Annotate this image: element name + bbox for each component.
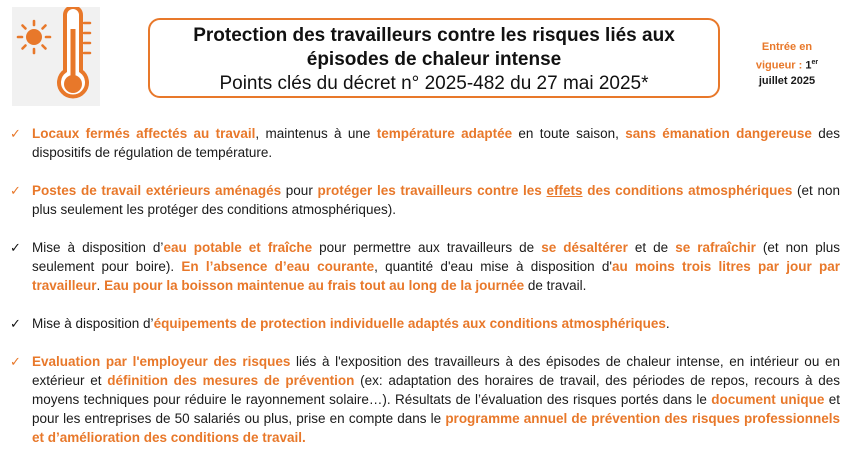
body-text: des dispositifs de régulation de température. [32, 126, 840, 160]
heat-illustration [12, 7, 100, 106]
effective-day: 1 [805, 59, 812, 72]
heat-illustration-svg [12, 7, 100, 106]
body-text: (et non plus seulement les protéger des conditions atmosphériques). [32, 183, 840, 217]
effective-label-3: juillet 2025 [758, 74, 816, 87]
highlight-text: sans émanation dangereuse [625, 126, 812, 141]
highlight-text: effets [546, 183, 583, 198]
effective-date [742, 40, 832, 89]
body-text: pour [281, 183, 318, 198]
effective-label-1: Entrée en [761, 41, 813, 53]
body-text: Mise à disposition d’ [32, 316, 154, 331]
highlight-text: Eau pour la boisson maintenue au frais tout au long de la journée [104, 278, 525, 293]
effective-label-2a: vigueur : [755, 59, 803, 72]
highlight-text: Postes de travail extérieurs aménagés [32, 183, 282, 198]
highlight-text: Evaluation par l'employeur des risques [32, 354, 291, 369]
list-item [10, 352, 840, 447]
body-text: et de [627, 240, 676, 255]
highlight-text: document unique [711, 392, 825, 407]
highlight-text: température adaptée [376, 126, 513, 141]
check-icon: ✓ [10, 354, 21, 369]
page-subtitle: Points clés du décret n° 2025-482 du 27 mai 2025* [219, 73, 649, 94]
highlight-text: équipements de protection individuelle adaptés aux conditions atmosphériques [153, 316, 666, 331]
highlight-text: En l’absence d’eau courante [181, 259, 375, 274]
page-title [150, 24, 718, 72]
list-item [10, 238, 840, 295]
highlight-text: au moins trois litres par jour par travailleur [32, 259, 840, 293]
body-text: pour permettre aux travailleurs de [312, 240, 542, 255]
body-text: . [96, 278, 105, 293]
check-icon: ✓ [10, 126, 21, 141]
body-text: . [665, 316, 670, 331]
body-text: et pour les entreprises de 50 salariés ou plus, prise en compte dans le [32, 392, 840, 426]
effective-day-suffix: er [811, 59, 819, 66]
body-text: liés à l'exposition des travailleurs à des épisodes de chaleur intense, en intérieur ou en extérieur et [32, 354, 840, 388]
key-points-list [10, 124, 840, 466]
effective-label-2 [742, 55, 832, 74]
body-text: (et non plus seulement pour boire). [32, 240, 841, 274]
highlight-text: protéger les travailleurs contre les [317, 183, 547, 198]
body-text: (ex: adaptation des horaires de travail, des périodes de repos, recours à des moyens techniques pour réduire le rayonnement solaire…). Résultats de l’évaluation des risques portés dans le [32, 373, 840, 407]
body-text: , maintenus à une [255, 126, 377, 141]
body-text: de travail. [524, 278, 587, 293]
sun-icon [18, 21, 50, 53]
highlight-text: des conditions atmosphériques [582, 183, 793, 198]
highlight-text: définition des mesures de prévention [107, 373, 355, 388]
title-box [148, 18, 720, 98]
body-text: en toute saison, [512, 126, 626, 141]
body-text: Mise à disposition d’ [32, 240, 164, 255]
thermometer-icon [59, 7, 90, 96]
highlight-text: eau potable et fraîche [163, 240, 313, 255]
highlight-text: programme annuel de prévention des risques professionnels et d’amélioration des conditions de travail. [32, 411, 841, 445]
list-item [10, 314, 840, 333]
title-line-1: Protection des travailleurs contre les risques liés aux [193, 25, 675, 46]
highlight-text: se rafraîchir [675, 240, 756, 255]
check-icon: ✓ [10, 316, 21, 331]
list-item [10, 124, 840, 162]
check-icon: ✓ [10, 240, 21, 255]
check-icon: ✓ [10, 183, 21, 198]
title-line-2: épisodes de chaleur intense [306, 49, 562, 70]
highlight-text: Locaux fermés affectés au travail [32, 126, 256, 141]
highlight-text: se désaltérer [541, 240, 628, 255]
body-text: , quantité d'eau mise à disposition d' [374, 259, 612, 274]
list-item [10, 181, 840, 219]
